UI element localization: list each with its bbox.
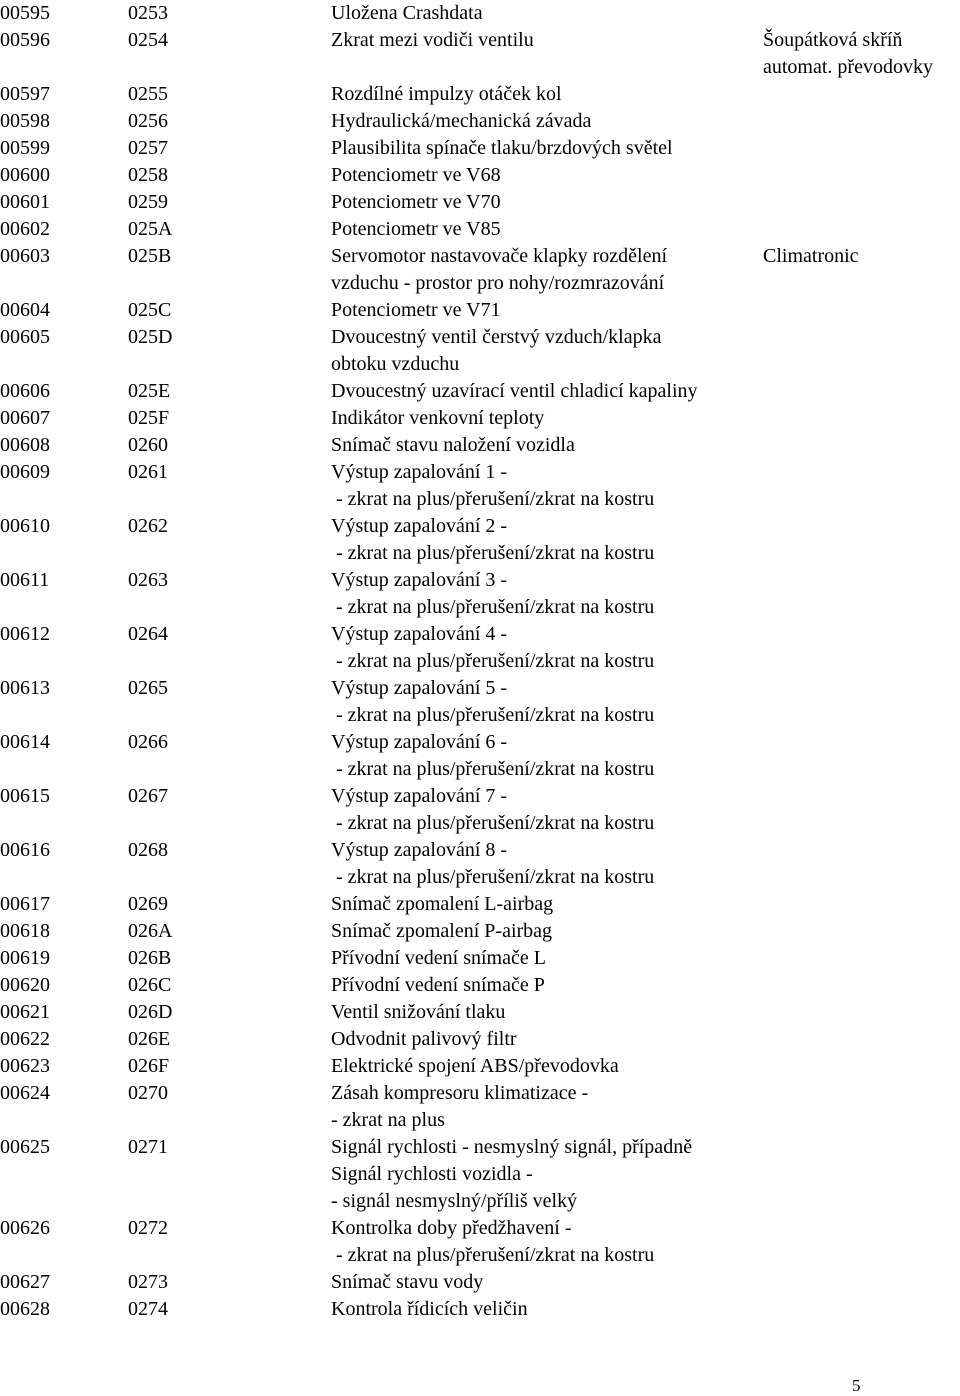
fault-code: 00595 (0, 2, 50, 24)
fault-code: 00616 (0, 839, 50, 861)
fault-code-hex: 026B (128, 947, 172, 969)
fault-description-line: Odvodnit palivový filtr (331, 1028, 517, 1050)
fault-description-line: - zkrat na plus/přerušení/zkrat na kostru (331, 488, 655, 510)
fault-description (331, 27, 534, 54)
fault-description (331, 945, 546, 972)
fault-code-hex: 0268 (128, 839, 168, 861)
table-row (0, 513, 960, 567)
fault-description-line: Snímač stavu naložení vozidla (331, 434, 575, 456)
fault-component-note-line: Šoupátková skříň (763, 29, 903, 51)
fault-description (331, 405, 544, 432)
fault-code: 00626 (0, 1217, 50, 1239)
fault-description-line: Potenciometr ve V85 (331, 218, 501, 240)
fault-description (331, 0, 483, 27)
table-row (0, 999, 960, 1026)
fault-description (331, 1296, 528, 1323)
fault-code: 00618 (0, 920, 50, 942)
fault-component-note (763, 27, 933, 81)
fault-code-hex: 026A (128, 920, 173, 942)
fault-code: 00610 (0, 515, 50, 537)
table-row (0, 918, 960, 945)
fault-code: 00601 (0, 191, 50, 213)
fault-code: 00605 (0, 326, 50, 348)
table-row (0, 621, 960, 675)
fault-description-line: Výstup zapalování 6 - (331, 731, 508, 753)
fault-description-line: Zásah kompresoru klimatizace - (331, 1082, 589, 1104)
fault-description-line: Elektrické spojení ABS/převodovka (331, 1055, 619, 1077)
fault-code-hex: 0257 (128, 137, 168, 159)
fault-code-hex: 025A (128, 218, 173, 240)
table-row (0, 675, 960, 729)
fault-code: 00622 (0, 1028, 50, 1050)
fault-code: 00600 (0, 164, 50, 186)
fault-description (331, 918, 552, 945)
fault-code: 00602 (0, 218, 50, 240)
fault-description (331, 189, 501, 216)
fault-description-line: Zkrat mezi vodiči ventilu (331, 29, 534, 51)
table-row (0, 162, 960, 189)
table-row (0, 405, 960, 432)
fault-description-line: Výstup zapalování 5 - (331, 677, 508, 699)
fault-description (331, 1026, 517, 1053)
table-row (0, 297, 960, 324)
fault-description-line: Snímač zpomalení L-airbag (331, 893, 554, 915)
table-row (0, 1080, 960, 1134)
fault-code-hex: 0272 (128, 1217, 168, 1239)
fault-code: 00604 (0, 299, 50, 321)
table-row (0, 945, 960, 972)
table-row (0, 1026, 960, 1053)
table-row (0, 729, 960, 783)
fault-code: 00606 (0, 380, 50, 402)
fault-code: 00614 (0, 731, 50, 753)
table-row (0, 324, 960, 378)
fault-description-line: Potenciometr ve V70 (331, 191, 501, 213)
fault-description-line: vzduchu - prostor pro nohy/rozmrazování (331, 272, 665, 294)
fault-code-hex: 0266 (128, 731, 168, 753)
fault-code-hex: 0253 (128, 2, 168, 24)
fault-code: 00608 (0, 434, 50, 456)
fault-code: 00613 (0, 677, 50, 699)
fault-description-line: Kontrolka doby předžhavení - (331, 1217, 572, 1239)
table-row (0, 135, 960, 162)
fault-code-hex: 0259 (128, 191, 168, 213)
table-row (0, 1296, 960, 1323)
table-row (0, 783, 960, 837)
fault-description-line: Signál rychlosti vozidla - (331, 1163, 533, 1185)
fault-code-hex: 0273 (128, 1271, 168, 1293)
fault-description-line: Kontrola řídicích veličin (331, 1298, 528, 1320)
fault-description-line: - zkrat na plus/přerušení/zkrat na kostru (331, 542, 655, 564)
fault-code: 00621 (0, 1001, 50, 1023)
fault-description (331, 459, 654, 513)
fault-code-hex: 0258 (128, 164, 168, 186)
fault-code: 00619 (0, 947, 50, 969)
fault-description-line: Dvoucestný uzavírací ventil chladicí kapaliny (331, 380, 698, 402)
fault-code-hex: 0270 (128, 1082, 168, 1104)
table-row (0, 0, 960, 27)
fault-description-line: Přívodní vedení snímače L (331, 947, 546, 969)
table-row (0, 1269, 960, 1296)
fault-description (331, 972, 545, 999)
fault-description (331, 162, 501, 189)
fault-code-hex: 025C (128, 299, 172, 321)
table-row (0, 108, 960, 135)
fault-code-hex: 0261 (128, 461, 168, 483)
fault-description-line: Rozdílné impulzy otáček kol (331, 83, 562, 105)
fault-description-line: Výstup zapalování 4 - (331, 623, 508, 645)
fault-description-line: - signál nesmyslný/příliš velký (331, 1190, 578, 1212)
fault-description-line: Snímač stavu vody (331, 1271, 484, 1293)
fault-description (331, 135, 673, 162)
fault-code: 00609 (0, 461, 50, 483)
fault-description-line: - zkrat na plus/přerušení/zkrat na kostru (331, 650, 655, 672)
fault-description (331, 324, 661, 378)
fault-code: 00624 (0, 1082, 50, 1104)
fault-description-line: - zkrat na plus (331, 1109, 445, 1131)
fault-description (331, 1080, 588, 1134)
fault-code-hex: 0256 (128, 110, 168, 132)
table-row (0, 1134, 960, 1215)
fault-code-hex: 0271 (128, 1136, 168, 1158)
fault-description-line: - zkrat na plus/přerušení/zkrat na kostru (331, 704, 655, 726)
table-row (0, 432, 960, 459)
table-row (0, 216, 960, 243)
fault-code: 00611 (0, 569, 50, 591)
fault-code: 00627 (0, 1271, 50, 1293)
fault-code: 00615 (0, 785, 50, 807)
fault-description-line: - zkrat na plus/přerušení/zkrat na kostru (331, 1244, 655, 1266)
fault-description-line: Snímač zpomalení P-airbag (331, 920, 553, 942)
table-row (0, 1215, 960, 1269)
fault-code: 00603 (0, 245, 50, 267)
fault-code: 00597 (0, 83, 50, 105)
fault-code: 00598 (0, 110, 50, 132)
table-row (0, 27, 960, 81)
fault-code: 00620 (0, 974, 50, 996)
fault-description (331, 243, 667, 297)
fault-description (331, 378, 698, 405)
fault-code-hex: 025E (128, 380, 171, 402)
table-row (0, 837, 960, 891)
fault-code-hex: 0255 (128, 83, 168, 105)
fault-code-hex: 026C (128, 974, 172, 996)
fault-code: 00596 (0, 29, 50, 51)
fault-description-line: Signál rychlosti - nesmyslný signál, případně (331, 1136, 693, 1158)
fault-description (331, 729, 654, 783)
fault-description (331, 999, 505, 1026)
fault-description-line: - zkrat na plus/přerušení/zkrat na kostru (331, 866, 655, 888)
table-row (0, 891, 960, 918)
fault-code: 00625 (0, 1136, 50, 1158)
fault-description-line: Výstup zapalování 8 - (331, 839, 508, 861)
fault-description (331, 1134, 692, 1215)
fault-description-line: Přívodní vedení snímače P (331, 974, 545, 996)
fault-code-hex: 0264 (128, 623, 168, 645)
fault-description (331, 1215, 654, 1269)
fault-description-line: Výstup zapalování 1 - (331, 461, 508, 483)
fault-code-hex: 0263 (128, 569, 168, 591)
table-row (0, 378, 960, 405)
fault-code-hex: 026D (128, 1001, 173, 1023)
fault-code: 00617 (0, 893, 50, 915)
fault-code-hex: 0269 (128, 893, 168, 915)
fault-code-hex: 0254 (128, 29, 168, 51)
fault-code-hex: 025B (128, 245, 172, 267)
fault-description-line: Potenciometr ve V71 (331, 299, 501, 321)
table-row (0, 81, 960, 108)
fault-description-line: - zkrat na plus/přerušení/zkrat na kostru (331, 812, 655, 834)
fault-description (331, 621, 654, 675)
fault-description-line: Hydraulická/mechanická závada (331, 110, 592, 132)
table-row (0, 189, 960, 216)
table-row (0, 459, 960, 513)
fault-code-hex: 025D (128, 326, 173, 348)
fault-description (331, 297, 501, 324)
fault-description (331, 675, 654, 729)
fault-description (331, 783, 654, 837)
fault-code: 00599 (0, 137, 50, 159)
fault-code-hex: 026F (128, 1055, 170, 1077)
fault-description (331, 567, 654, 621)
page-number: 5 (852, 1376, 861, 1395)
table-row (0, 972, 960, 999)
fault-component-note-line: Climatronic (763, 245, 859, 267)
fault-code-hex: 026E (128, 1028, 171, 1050)
fault-code: 00612 (0, 623, 50, 645)
fault-description-line: Plausibilita spínače tlaku/brzdových světel (331, 137, 673, 159)
fault-description-line: Výstup zapalování 3 - (331, 569, 508, 591)
fault-component-note-line: automat. převodovky (763, 56, 933, 78)
fault-description (331, 1053, 619, 1080)
fault-description (331, 837, 654, 891)
table-row (0, 1053, 960, 1080)
fault-description-line: - zkrat na plus/přerušení/zkrat na kostru (331, 596, 655, 618)
fault-description-line: Výstup zapalování 2 - (331, 515, 508, 537)
fault-description (331, 513, 654, 567)
fault-code-hex: 025F (128, 407, 170, 429)
fault-description (331, 891, 553, 918)
fault-code: 00623 (0, 1055, 50, 1077)
table-row (0, 243, 960, 297)
fault-description (331, 1269, 483, 1296)
fault-code: 00607 (0, 407, 50, 429)
fault-description-line: Dvoucestný ventil čerstvý vzduch/klapka (331, 326, 662, 348)
fault-description-line: - zkrat na plus/přerušení/zkrat na kostru (331, 758, 655, 780)
fault-description-line: Indikátor venkovní teploty (331, 407, 545, 429)
fault-description (331, 432, 575, 459)
fault-code-hex: 0267 (128, 785, 168, 807)
fault-code: 00628 (0, 1298, 50, 1320)
fault-description-line: Servomotor nastavovače klapky rozdělení (331, 245, 667, 267)
fault-description (331, 108, 591, 135)
fault-component-note (763, 243, 859, 270)
fault-description (331, 216, 501, 243)
fault-description-line: Výstup zapalování 7 - (331, 785, 508, 807)
fault-description-line: Potenciometr ve V68 (331, 164, 501, 186)
fault-description-line: Ventil snižování tlaku (331, 1001, 506, 1023)
fault-code-hex: 0262 (128, 515, 168, 537)
fault-code-hex: 0260 (128, 434, 168, 456)
fault-code-hex: 0265 (128, 677, 168, 699)
fault-code-hex: 0274 (128, 1298, 168, 1320)
fault-description-line: obtoku vzduchu (331, 353, 460, 375)
fault-description (331, 81, 562, 108)
fault-description-line: Uložena Crashdata (331, 2, 483, 24)
table-row (0, 567, 960, 621)
